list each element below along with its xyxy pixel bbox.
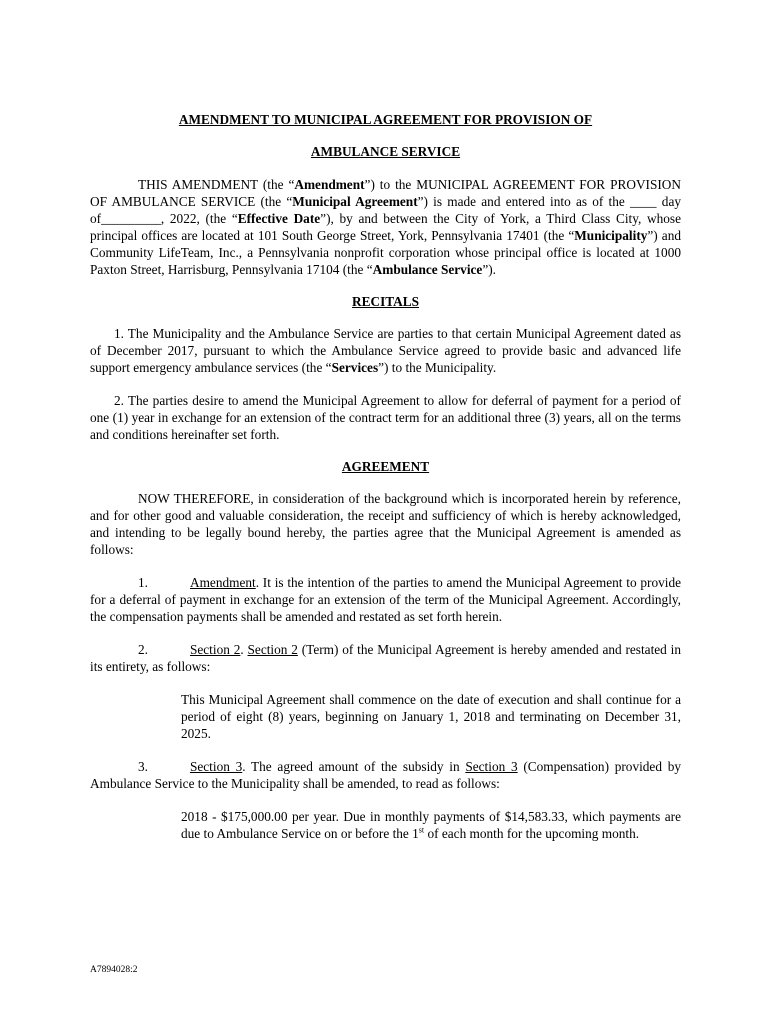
agreement-heading: AGREEMENT <box>341 459 430 474</box>
section-2-quoted-block: This Municipal Agreement shall commence on the date of execution and shall continue for a period of eight (8) years, beginning on January 1, 2018 and terminating on December 31, 2025. <box>181 692 681 741</box>
footer-document-code: A7894028:2 <box>90 965 138 975</box>
now-therefore-paragraph: NOW THEREFORE, in consideration of the background which is incorporated herein by reference, and for other good and valuable consideration, the receipt and sufficiency of which is hereby acknowledged, and intending to be legally bound hereby, the parties agree that the Municipal Agreement is amended as follows: <box>90 491 681 557</box>
section-3-quoted-block: 2018 - $175,000.00 per year. Due in monthly payments of $14,583.33, which payments are due to Ambulance Service on or before the 1st of each month for the upcoming month. <box>181 809 681 841</box>
section-1-paragraph: 1. Amendment. It is the intention of the parties to amend the Municipal Agreement to provide for a deferral of payment in exchange for an extension of the term of the Municipal Agreement. Accordingly, the compensation payments shall be amended and restated as set forth herein. <box>90 575 681 624</box>
recitals-heading: RECITALS <box>352 294 419 309</box>
recital-1: 1. The Municipality and the Ambulance Service are parties to that certain Municipal Agreement dated as of December 2017, pursuant to which the Ambulance Service agreed to provide basic and advanced life support emergency ambulance services (the “Services”) to the Municipality. <box>90 326 681 375</box>
document-body <box>90 111 681 842</box>
recital-2: 2. The parties desire to amend the Municipal Agreement to allow for deferral of payment for a period of one (1) year in exchange for an extension of the contract term for an additional three (3) years, all on the terms and conditions hereinafter set forth. <box>90 393 681 442</box>
title-line-1: AMENDMENT TO MUNICIPAL AGREEMENT FOR PROVISION OF <box>178 112 593 127</box>
intro-paragraph: THIS AMENDMENT (the “Amendment”) to the MUNICIPAL AGREEMENT FOR PROVISION OF AMBULANCE SERVICE (the “Municipal Agreement”) is made and entered into as of the ____ day of_________, 2022, (the “Effective Date”), by and between the City of York, a Third Class City, whose principal offices are located at 101 South George Street, York, Pennsylvania 17401 (the “Municipality”) and Community LifeTeam, Inc., a Pennsylvania nonprofit corporation whose principal office is located at 1000 Paxton Street, Harrisburg, Pennsylvania 17104 (the “Ambulance Service”). <box>90 177 682 277</box>
amendment-term: Amendment <box>189 575 256 590</box>
title-line-2: AMBULANCE SERVICE <box>310 144 461 159</box>
section-2-paragraph: 2. Section 2. Section 2 (Term) of the Municipal Agreement is hereby amended and restated in its entirety, as follows: <box>90 642 682 674</box>
section-3-paragraph: 3. Section 3. The agreed amount of the subsidy in Section 3 (Compensation) provided by Ambulance Service to the Municipality shall be amended, to read as follows: <box>90 759 682 791</box>
